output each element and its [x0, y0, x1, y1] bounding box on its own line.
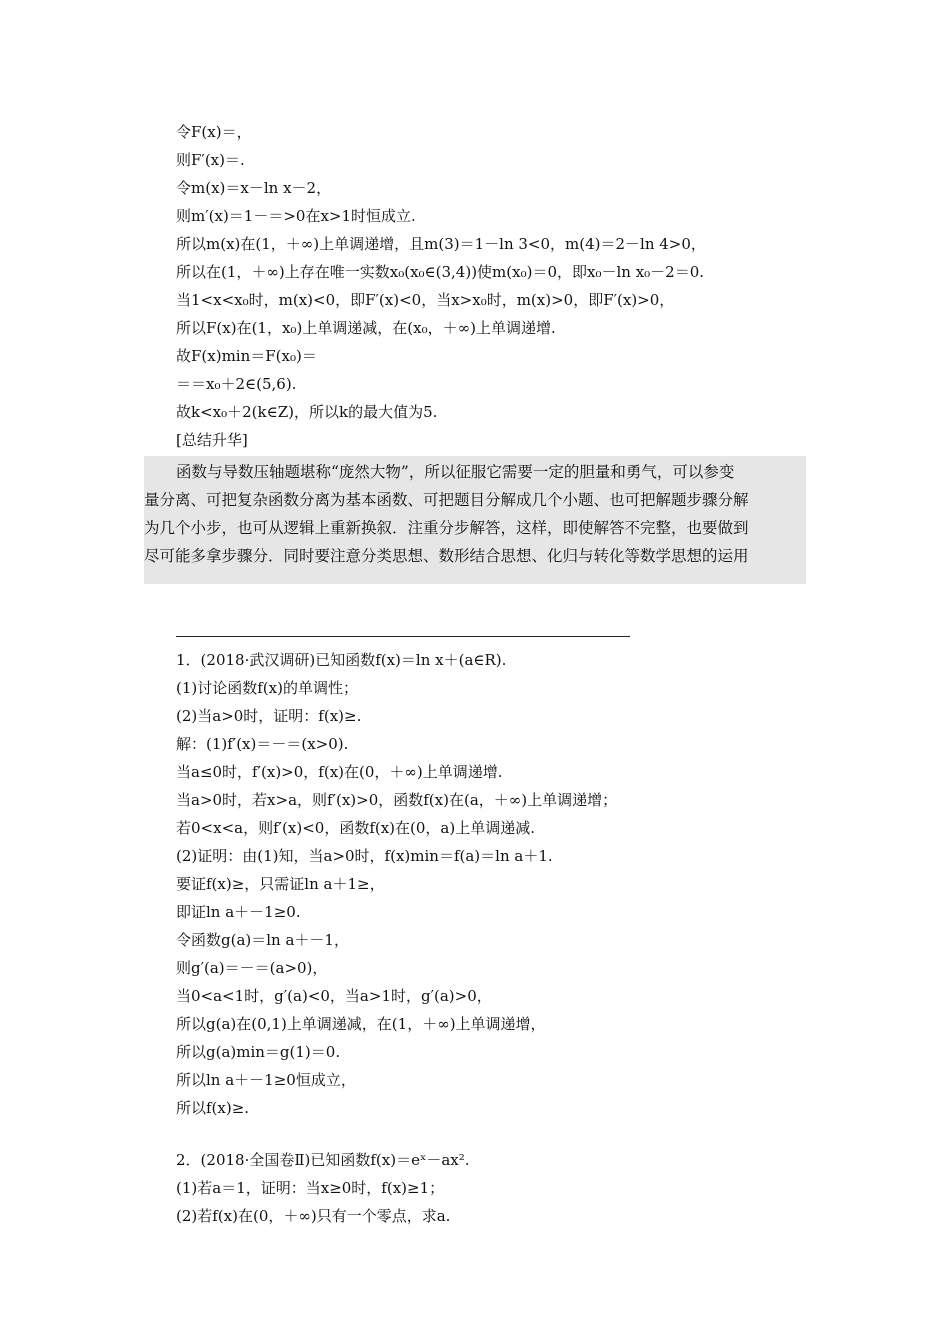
text-line: 当1<x<x₀时，m(x)<0，即F′(x)<0，当x>x₀时，m(x)>0，即F′(x)>0，	[176, 291, 675, 309]
text-line: 令m(x)＝x－ln x－2，	[176, 179, 332, 197]
section-heading: [总结升华]	[176, 431, 248, 449]
summary-line: 量分离、可把复杂函数分离为基本函数、可把题目分解成几个小题、也可把解题步骤分解	[144, 491, 749, 509]
text-line: (1)若a＝1，证明：当x≥0时，f(x)≥1；	[176, 1179, 445, 1197]
text-line: 当0<a<1时，g′(a)<0，当a>1时，g′(a)>0，	[176, 987, 492, 1005]
summary-line: 函数与导数压轴题堪称“庞然大物”，所以征服它需要一定的胆量和勇气，可以参变	[176, 463, 735, 481]
text-line: (2)若f(x)在(0，＋∞)只有一个零点，求a.	[176, 1207, 451, 1225]
text-line: (1)讨论函数f(x)的单调性；	[176, 679, 358, 697]
text-line: 所以ln a＋－1≥0恒成立，	[176, 1071, 356, 1089]
text-line: 解：(1)f′(x)＝－＝(x>0).	[176, 735, 349, 753]
text-line: 则F′(x)＝.	[176, 151, 245, 169]
text-line: 则g′(a)＝－＝(a>0)，	[176, 959, 328, 977]
text-line: 所以在(1，＋∞)上存在唯一实数x₀(x₀∈(3,4))使m(x₀)＝0，即x₀－ln x₀－2＝0.	[176, 263, 705, 281]
text-line: 当a≤0时，f′(x)>0，f(x)在(0，＋∞)上单调递增.	[176, 763, 503, 781]
problem-statement: 2．(2018·全国卷Ⅱ)已知函数f(x)＝eˣ－ax².	[176, 1151, 470, 1169]
text-line: (2)当a>0时，证明：f(x)≥.	[176, 707, 362, 725]
text-line: 令函数g(a)＝ln a＋－1，	[176, 931, 349, 949]
summary-line: 为几个小步，也可从逻辑上重新换叙．注重分步解答，这样，即使解答不完整，也要做到	[144, 519, 749, 537]
text-line: 即证ln a＋－1≥0.	[176, 903, 301, 921]
problem-statement: 1．(2018·武汉调研)已知函数f(x)＝ln x＋(a∈R).	[176, 651, 507, 669]
text-line: 故k<x₀＋2(k∈Z)，所以k的最大值为5.	[176, 403, 438, 421]
text-line: 当a>0时，若x>a，则f′(x)>0，函数f(x)在(a，＋∞)上单调递增；	[176, 791, 618, 809]
text-line: 所以g(a)min＝g(1)＝0.	[176, 1043, 341, 1061]
summary-box	[144, 456, 806, 584]
text-line: ＝＝x₀＋2∈(5,6).	[176, 375, 297, 393]
text-line: (2)证明：由(1)知，当a>0时，f(x)min＝f(a)＝ln a＋1.	[176, 847, 553, 865]
text-line: 则m′(x)＝1－＝>0在x>1时恒成立.	[176, 207, 416, 225]
text-line: 所以g(a)在(0,1)上单调递减，在(1，＋∞)上单调递增，	[176, 1015, 546, 1033]
text-line: 故F(x)min＝F(x₀)＝	[176, 347, 317, 365]
text-line: 要证f(x)≥，只需证ln a＋1≥，	[176, 875, 385, 893]
summary-line: 尽可能多拿步骤分．同时要注意分类思想、数形结合思想、化归与转化等数学思想的运用	[144, 547, 749, 565]
text-line: 所以m(x)在(1，＋∞)上单调递增，且m(3)＝1－ln 3<0，m(4)＝2－ln 4>0，	[176, 235, 706, 253]
text-line: 所以f(x)≥.	[176, 1099, 250, 1117]
text-line: 令F(x)＝，	[176, 123, 252, 141]
section-divider	[176, 636, 630, 637]
text-line: 所以F(x)在(1，x₀)上单调递减，在(x₀，＋∞)上单调递增.	[176, 319, 556, 337]
text-line: 若0<x<a，则f′(x)<0，函数f(x)在(0，a)上单调递减.	[176, 819, 535, 837]
